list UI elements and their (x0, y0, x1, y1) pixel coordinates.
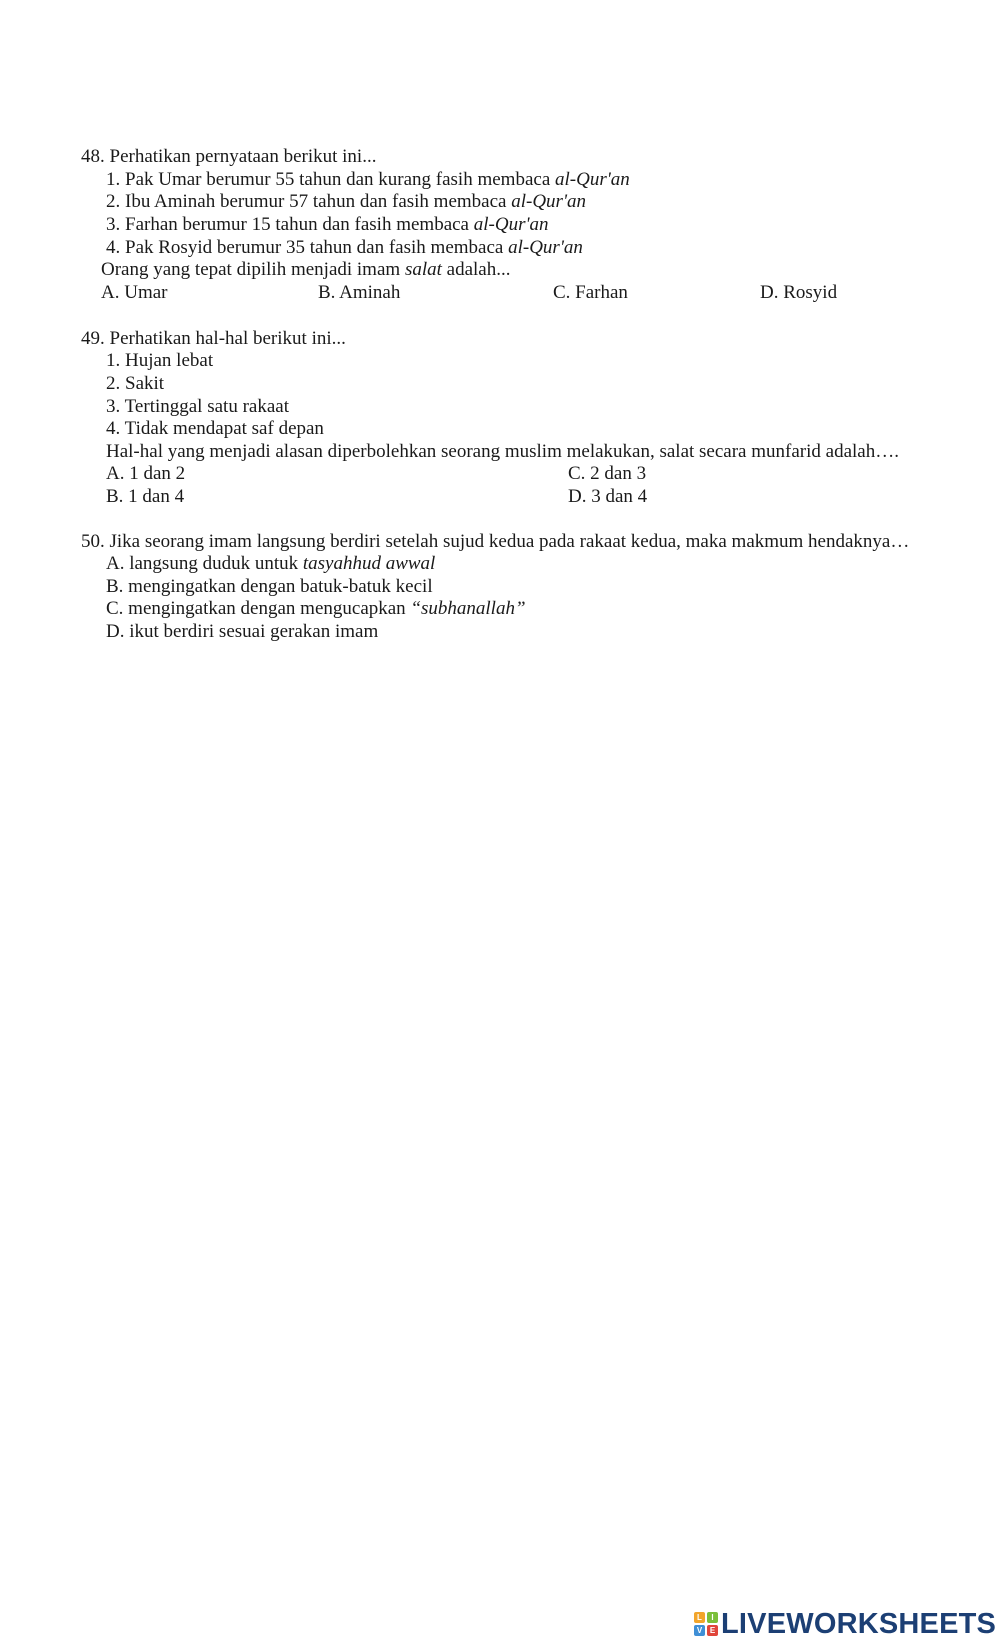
q48-item-2 (106, 191, 586, 213)
q50-option-a-text: A. langsung duduk untuk (106, 553, 303, 574)
q48-option-b[interactable]: B. Aminah (318, 282, 401, 303)
q50-option-a[interactable] (106, 553, 435, 575)
q50-option-c-text: C. mengingatkan dengan mengucapkan (106, 598, 411, 619)
logo-letter-l: L (694, 1612, 705, 1623)
q48-question (101, 259, 510, 281)
q49-option-c[interactable]: C. 2 dan 3 (568, 463, 647, 484)
liveworksheets-logo (694, 1609, 996, 1639)
q48-option-c[interactable]: C. Farhan (553, 282, 628, 303)
q48-item-1 (106, 169, 630, 191)
q50-option-c-em: “subhanallah” (410, 598, 526, 619)
liveworksheets-logo-icon (694, 1612, 718, 1636)
q49-item-2: 2. Sakit (106, 373, 165, 394)
logo-letter-v: V (694, 1625, 705, 1636)
q49-item-1: 1. Hujan lebat (106, 350, 214, 371)
logo-letter-e: E (707, 1625, 718, 1636)
q50-option-c[interactable] (106, 598, 526, 620)
q48-item-4 (106, 237, 583, 259)
q48-option-a[interactable]: A. Umar (101, 282, 168, 303)
q48-item-1-text: 1. Pak Umar berumur 55 tahun dan kurang fasih membaca (106, 169, 556, 190)
q50-option-b[interactable] (106, 576, 433, 598)
liveworksheets-wordmark: LIVEWORKSHEETS (721, 1607, 997, 1640)
q48-item-2-em: al-Qur'an (511, 191, 587, 212)
q49-option-b[interactable]: B. 1 dan 4 (106, 486, 185, 507)
q49-item-4: 4. Tidak mendapat saf depan (106, 418, 324, 439)
q49-option-a[interactable]: A. 1 dan 2 (106, 463, 186, 484)
q48-item-2-text: 2. Ibu Aminah berumur 57 tahun dan fasih membaca (106, 191, 512, 212)
q48-item-4-text: 4. Pak Rosyid berumur 35 tahun dan fasih membaca (106, 237, 509, 258)
q48-item-1-em: al-Qur'an (555, 169, 630, 190)
q48-item-3-em: al-Qur'an (473, 214, 549, 235)
q48-question-pre: Orang yang tepat dipilih menjadi imam (101, 259, 405, 280)
q50-option-b-text: B. mengingatkan dengan batuk-batuk kecil (106, 576, 433, 597)
q49-question: Hal-hal yang menjadi alasan diperbolehkan seorang muslim melakukan, salat secara munfarid adalah…. (106, 441, 899, 462)
q50-option-d[interactable] (106, 621, 378, 643)
q48-option-d[interactable]: D. Rosyid (760, 282, 838, 303)
logo-letter-i: I (707, 1612, 718, 1623)
q49-stem: 49. Perhatikan hal-hal berikut ini... (81, 328, 346, 349)
q49-option-d[interactable]: D. 3 dan 4 (568, 486, 648, 507)
q50-option-a-em: tasyahhud awwal (302, 553, 436, 574)
q48-item-4-em: al-Qur'an (508, 237, 583, 258)
q50-option-d-text: D. ikut berdiri sesuai gerakan imam (106, 621, 379, 642)
q49-item-3: 3. Tertinggal satu rakaat (106, 396, 289, 417)
q50-stem: 50. Jika seorang imam langsung berdiri setelah sujud kedua pada rakaat kedua, maka makmum hendaknya… (81, 531, 910, 552)
q48-question-em: salat (404, 259, 442, 280)
q48-item-3 (106, 214, 549, 236)
q48-stem: 48. Perhatikan pernyataan berikut ini... (81, 146, 377, 167)
q48-item-3-text: 3. Farhan berumur 15 tahun dan fasih membaca (106, 214, 474, 235)
q48-question-post: adalah... (441, 259, 511, 280)
